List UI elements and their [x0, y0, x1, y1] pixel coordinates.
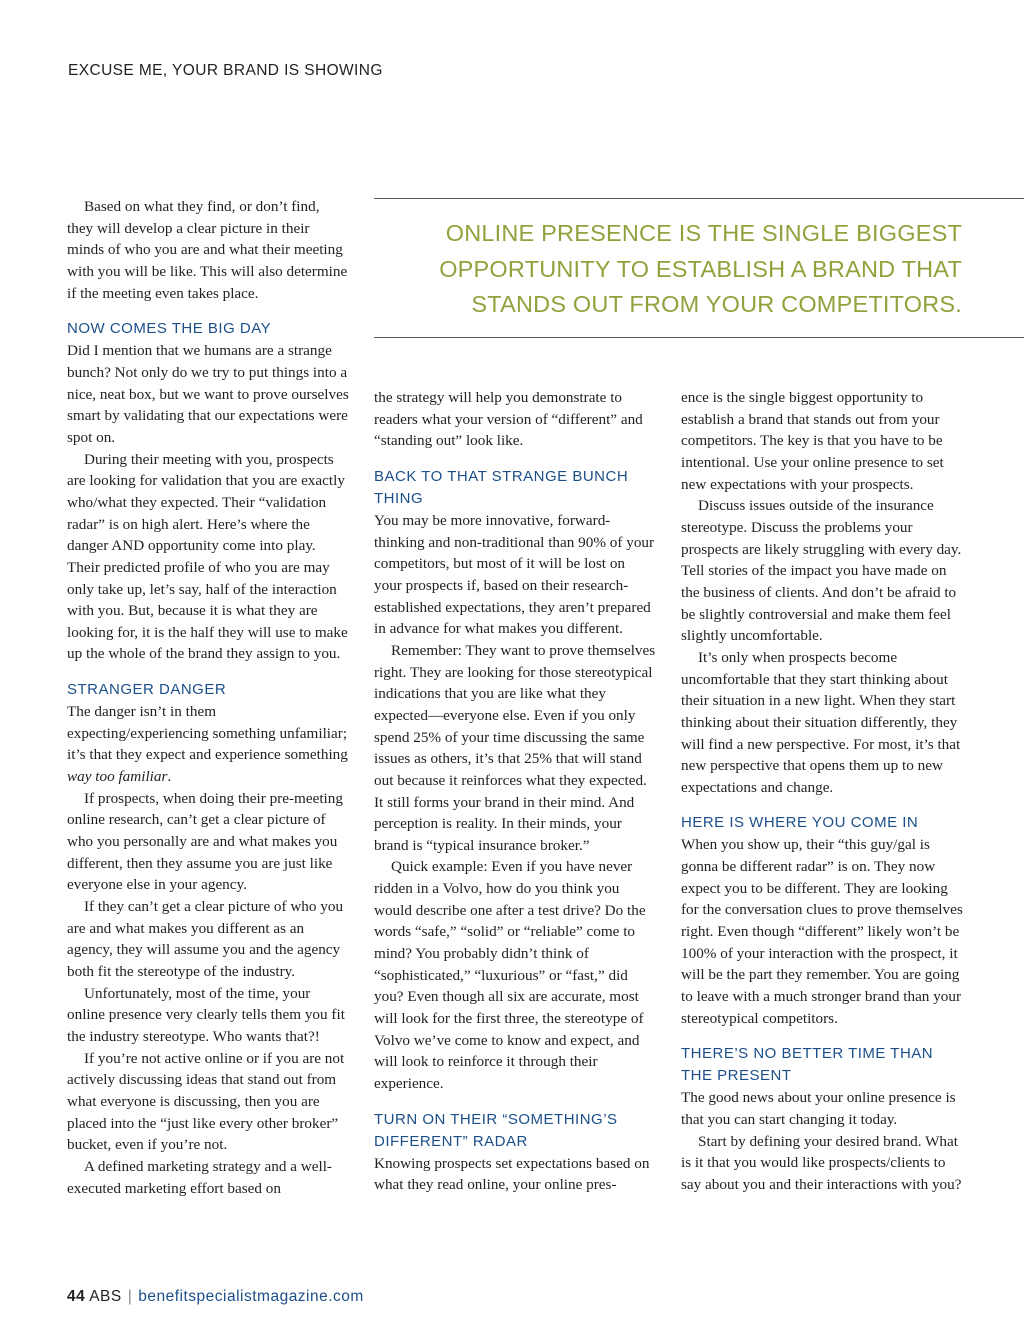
paragraph: Discuss issues outside of the insurance stereotype. Discuss the problems your prospects are likely struggling with every day. Tell stories of the impact you have made on the business of clients. And don’t be afraid to be slightly controversial and make them feel slightly uncomfortable.: [681, 497, 962, 645]
paragraph: If they can’t get a clear picture of who you are and what makes you different as an agency, they will assume you and the agency both fit the stereotype of the industry.: [67, 898, 344, 980]
paragraph: ence is the single biggest opportunity to establish a brand that stands out from your competitors. The key is that you have to be intentional. Use your online presence to set new expectations with your prospects.: [681, 389, 944, 493]
paragraph: A defined marketing strategy and a well-executed marketing effort based on: [67, 1157, 332, 1197]
section-heading-where-you-come-in: HERE IS WHERE YOU COME IN: [681, 814, 919, 832]
paragraph: Unfortunately, most of the time, your online presence very clearly tells them you fit the industry stereotype. Who wants that?!: [67, 984, 345, 1045]
paragraph: the strategy will help you demonstrate to readers what your version of “different” and “standing out” look like.: [374, 389, 643, 450]
paragraph: Start by defining your desired brand. What is it that you would like prospects/clients to say about you and their interactions with you?: [681, 1132, 962, 1193]
paragraph: During their meeting with you, prospects are looking for validation that you are exactly who/what they expected. Their “validation radar” is on high alert. Here’s where the danger AND opportunity come into play. Their predicted profile of who you are may only take up, let’s say, half of the interaction with you. But, because it is what they are looking for, it is the half they will use to make up the whole of the brand they assign to you.: [67, 450, 348, 663]
paragraph: If you’re not active online or if you are not actively discussing ideas that stand out from what everyone is discussing, then you are placed into the “just like every other broker” bucket, even if you’re not.: [67, 1049, 345, 1154]
running-head: EXCUSE ME, YOUR BRAND IS SHOWING: [68, 62, 383, 79]
paragraph: If prospects, when doing their pre-meeting online research, can’t get a clear picture of who you personally are and what makes you different, then they assume you are just like everyone else in your agency.: [67, 789, 343, 894]
paragraph: Quick example: Even if you have never ridden in a Volvo, how do you think you would describe one after a test drive? Do the words “safe,” “solid” or “reliable” come to mind? You probably didn’t think of “sophisticated,” “luxurious” or “fast,” did you? Even though all six are accurate, most will look for the first three, the stereotype of Volvo we’ve come to know and expect, and will look to reinforce it through their experience.: [374, 858, 646, 1093]
paragraph: It’s only when prospects become uncomfortable that they start thinking about their situation in a new light. When they start thinking about their situation differently, they will find a new perspective. For most, it’s that new perspective that opens them up to new expectations and change.: [681, 648, 961, 796]
paragraph: You may be more innovative, forward-thinking and non-traditional than 90% of your competitors, but most of it will be lost on your prospects if, based on their research-established expectations, they aren’t prepared in advance for what makes you different.: [374, 511, 655, 638]
section-heading-strange-bunch: BACK TO THAT STRANGE BUNCH THING: [374, 467, 629, 507]
page-number: 44: [67, 1288, 86, 1305]
emphasis-text: way too familiar: [67, 768, 168, 786]
footer-separator: |: [127, 1288, 133, 1305]
paragraph: Based on what they find, or don’t find, they will develop a clear picture in their minds of who you are and what their meeting with you will be like. This will also determine if the meeting even takes place.: [67, 198, 348, 302]
column-1: [67, 196, 349, 1199]
paragraph-text: The danger isn’t in them expecting/experiencing something unfamiliar; it’s that they expect and experience something: [67, 703, 348, 764]
paragraph: Remember: They want to prove themselves right. They are looking for those stereotypical indications that you are like what they expected—everyone else. Even if you only spend 25% of your time discussing the same issues as others, it’s that 25% that will stand out because it reinforces what they expected. It still forms your brand in their mind. And perception is reality. In their minds, your brand is “typical insurance broker.”: [374, 641, 656, 854]
pull-quote-top-rule: [374, 198, 1024, 199]
pull-quote-bottom-rule: [374, 337, 1024, 338]
paragraph: The good news about your online presence is that you can start changing it today.: [681, 1089, 956, 1129]
page-footer: [67, 1288, 364, 1306]
section-heading-big-day: NOW COMES THE BIG DAY: [67, 320, 272, 338]
website-link[interactable]: benefitspecialistmagazine.com: [138, 1288, 364, 1305]
pull-quote: ONLINE PRESENCE IS THE SINGLE BIGGEST OPPORTUNITY TO ESTABLISH A BRAND THAT STANDS OUT FROM YOUR COMPETITORS.: [439, 220, 962, 317]
section-heading-stranger-danger: STRANGER DANGER: [67, 681, 227, 699]
column-2: [374, 387, 656, 1196]
section-heading-no-better-time: THERE’S NO BETTER TIME THAN THE PRESENT: [681, 1045, 934, 1085]
paragraph: Knowing prospects set expectations based on what they read online, your online pres-: [374, 1154, 650, 1194]
paragraph: [67, 701, 349, 788]
section-heading-something-different: TURN ON THEIR “SOMETHING’S DIFFERENT” RADAR: [374, 1110, 618, 1150]
paragraph: When you show up, their “this guy/gal is gonna be different radar” is on. They now expect you to be different. They are looking for the conversation clues to prove themselves right. Even though “different” likely won’t be 100% of your interaction with the prospect, it will be the part they remember. You are going to leave with a much stronger brand than your stereotypical competitors.: [681, 836, 963, 1027]
paragraph: Did I mention that we humans are a strange bunch? Not only do we try to put things into a nice, neat box, but we want to prove ourselves smart by validating that our expectations were spot on.: [67, 342, 349, 446]
column-3: [681, 387, 963, 1196]
magazine-name: ABS: [89, 1288, 122, 1305]
paragraph-text: .: [167, 768, 172, 786]
